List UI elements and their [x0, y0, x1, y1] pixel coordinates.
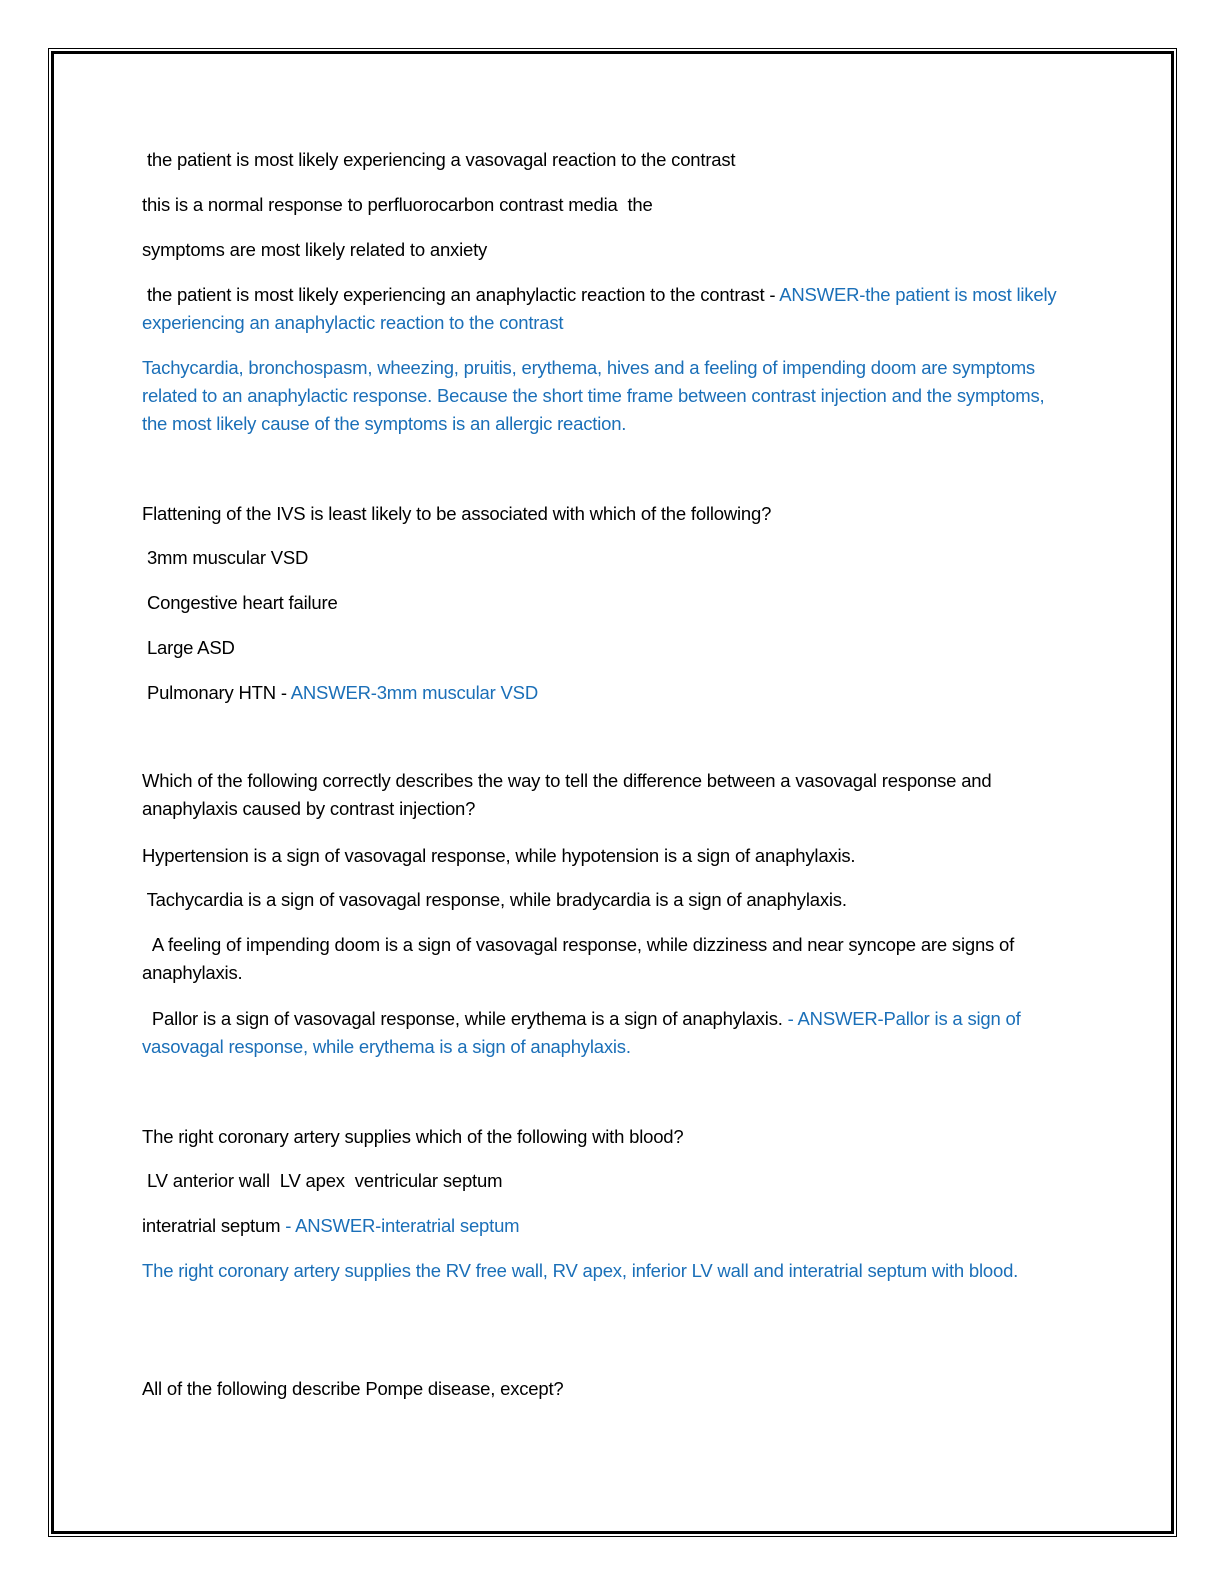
q3-option-1: Hypertension is a sign of vasovagal response, while hypotension is a sign of anaphylaxis. — [142, 845, 856, 866]
q3-answer: - ANSWER-Pallor is a sign of vasovagal response, while erythema is a sign of anaphylaxis. — [142, 1008, 1026, 1057]
q4-explanation: The right coronary artery supplies the RV free wall, RV apex, inferior LV wall and interatrial septum with blood. — [142, 1260, 1019, 1281]
q2-question: Flattening of the IVS is least likely to be associated with which of the following? — [142, 503, 772, 524]
q3-option-4-with-answer — [142, 1005, 1072, 1061]
q2-option-2: Congestive heart failure — [142, 592, 338, 613]
q1-option-1: the patient is most likely experiencing a vasovagal reaction to the contrast — [142, 149, 736, 170]
q2-answer: ANSWER-3mm muscular VSD — [290, 682, 538, 703]
q1-option-2: this is a normal response to perfluorocarbon contrast media the — [142, 194, 653, 215]
q3-option-3: A feeling of impending doom is a sign of vasovagal response, while dizziness and near syncope are signs of anaphylaxis. — [142, 934, 1020, 983]
q4-question: The right coronary artery supplies which of the following with blood? — [142, 1126, 684, 1147]
q2-option-4-with-answer — [142, 679, 538, 707]
q3-option-4: Pallor is a sign of vasovagal response, while erythema is a sign of anaphylaxis. — [142, 1008, 788, 1029]
q1-option-3: symptoms are most likely related to anxiety — [142, 239, 488, 260]
q1-explanation: Tachycardia, bronchospasm, wheezing, pruitis, erythema, hives and a feeling of impending doom are symptoms related to an anaphylactic response. Because the short time frame between contrast injection and the symptoms, the most likely cause of the symptoms is an allergic reaction. — [142, 357, 1045, 434]
q4-answer: - ANSWER-interatrial septum — [285, 1215, 520, 1236]
q1-option-4: the patient is most likely experiencing an anaphylactic reaction to the contrast - — [142, 284, 780, 305]
q4-option-1: LV anterior wall LV apex ventricular septum — [142, 1170, 503, 1191]
q3-question: Which of the following correctly describes the way to tell the difference between a vasovagal response and anaphylaxis caused by contrast injection? — [142, 770, 992, 819]
q4-option-2-with-answer — [142, 1212, 519, 1240]
q2-option-4: Pulmonary HTN - — [142, 682, 291, 703]
q5-question: All of the following describe Pompe disease, except? — [142, 1378, 564, 1399]
q1-option-4-with-answer — [142, 281, 1072, 337]
q2-option-1: 3mm muscular VSD — [142, 547, 309, 568]
q2-option-3: Large ASD — [142, 637, 235, 658]
q4-option-2: interatrial septum — [142, 1215, 286, 1236]
q3-option-2: Tachycardia is a sign of vasovagal response, while bradycardia is a sign of anaphylaxis. — [142, 889, 847, 910]
q1-answer: ANSWER-the patient is most likely experiencing an anaphylactic reaction to the contrast — [142, 284, 1062, 333]
